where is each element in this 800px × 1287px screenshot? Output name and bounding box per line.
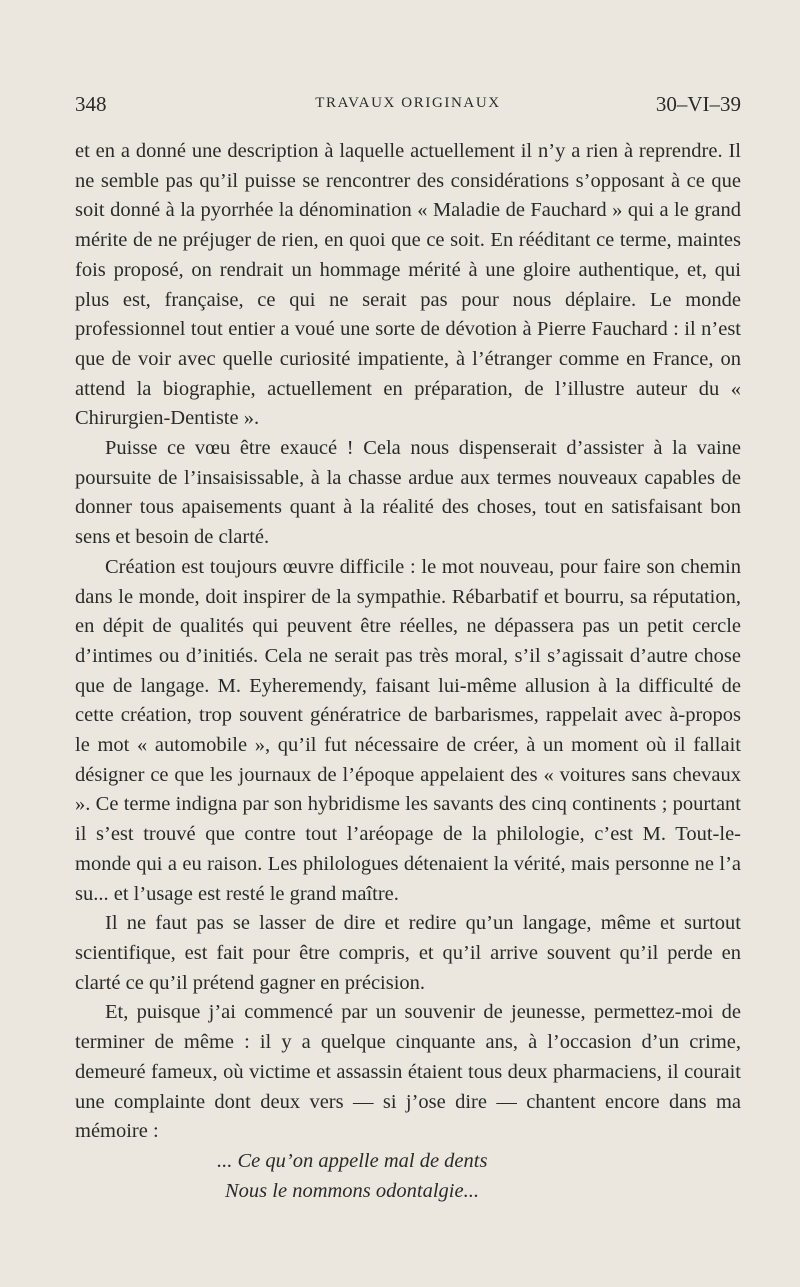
- verse-line: Nous le nommons odontalgie...: [225, 1179, 479, 1202]
- issue-date: 30–VI–39: [655, 92, 741, 116]
- running-title: TRAVAUX ORIGINAUX: [315, 95, 501, 111]
- paragraph: et en a donné une description à laquelle actuellement il n’y a rien à reprendre. Il ne semble pas qu’il puisse se rencontrer des considérations s’opposant à ce que soit donné à la pyorrhée la dénomination « Maladie de Fauchard » qui a le grand mérite de ne préjuger de rien, en quoi que ce soit. En rééditant ce terme, maintes fois proposé, on rendrait un hommage mérité à une gloire authentique, et, qui plus est, française, ce qui ne serait pas pour nous déplaire. Le monde professionnel tout entier a voué une sorte de dévotion à Pierre Fauchard : il n’est que de voir avec quelle curiosité impatiente, à l’étranger comme en France, on attend la biographie, actuellement en préparation, de l’illustre auteur du « Chirurgien-Dentiste ».: [75, 140, 741, 430]
- paragraph: Et, puisque j’ai commencé par un souvenir de jeunesse, permettez-moi de terminer de même : il y a quelque cinquante ans, à l’occasion d’un crime, demeuré fameux, où victime et assassin étaient tous deux pharmaciens, il courait une complainte dont deux vers — si j’ose dire — chantent encore dans ma mémoire :: [75, 1001, 741, 1143]
- verse-line: ... Ce qu’on appelle mal de dents: [217, 1149, 488, 1172]
- article-body: [75, 137, 741, 1206]
- page-header: [75, 92, 741, 122]
- paragraph: Puisse ce vœu être exaucé ! Cela nous dispenserait d’assister à la vaine poursuite de l’insaisissable, à la chasse ardue aux termes nouveaux capables de donner tous apaisements quant à la réalité des choses, tout en satisfaisant bon sens et besoin de clarté.: [75, 437, 741, 549]
- paragraph: Création est toujours œuvre difficile : le mot nouveau, pour faire son chemin dans le monde, doit inspirer de la sympathie. Rébarbatif et bourru, sa réputation, en dépit de qualités qui peuvent être réelles, ne dépassera pas un petit cercle d’intimes ou d’initiés. Cela ne serait pas très moral, s’il s’agissait d’autre chose que de langage. M. Eyheremendy, faisant lui-même allusion à la difficulté de cette création, trop souvent génératrice de barbarismes, rappelait avec à-propos le mot « automobile », qu’il fut nécessaire de créer, à un moment où il fallait désigner ce que les journaux de l’époque appelaient des « voitures sans chevaux ». Ce terme indigna par son hybridisme les savants des cinq continents ; pourtant il s’est trouvé que contre tout l’aréopage de la philologie, c’est M. Tout-le-monde qui a eu raison. Les philologues détenaient la vérité, mais personne ne l’a su... et l’usage est resté le grand maître.: [75, 555, 741, 905]
- page-number: 348: [75, 92, 107, 116]
- verse-quote: [75, 1147, 741, 1206]
- paragraph: Il ne faut pas se lasser de dire et redire qu’un langage, même et surtout scientifique, est fait pour être compris, et qu’il arrive souvent qu’il perde en clarté ce qu’il prétend gagner en précision.: [75, 912, 741, 994]
